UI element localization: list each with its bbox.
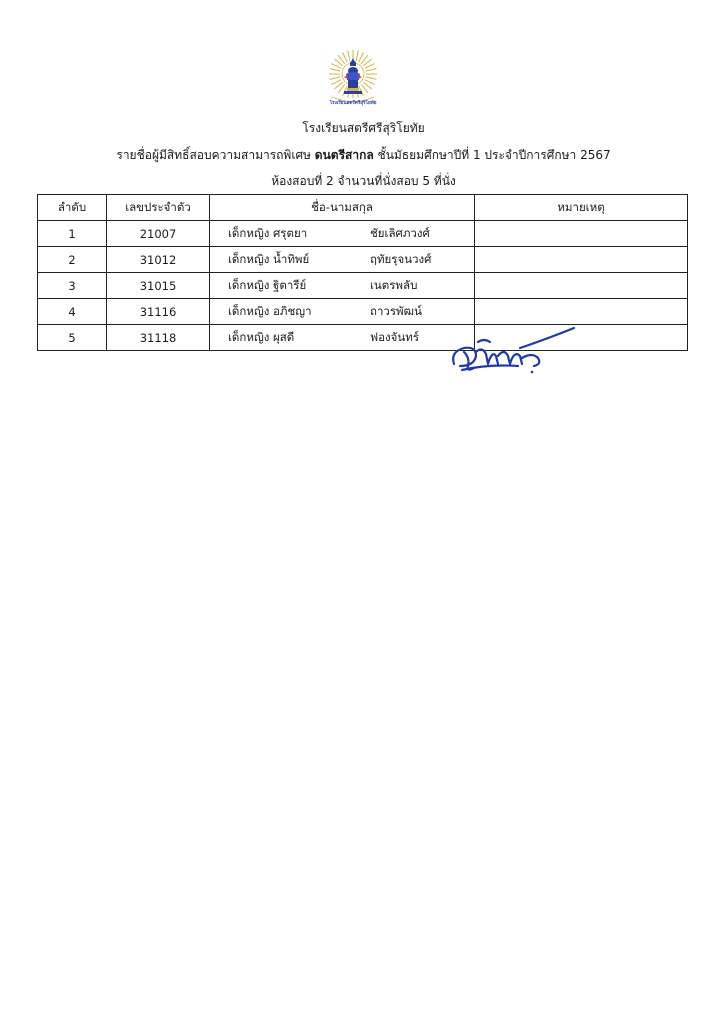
column-header-id: เลขประจำตัว xyxy=(107,195,210,221)
table-row xyxy=(38,221,688,247)
student-last-name: ชัยเลิศภวงศ์ xyxy=(370,225,430,240)
student-name xyxy=(210,221,475,247)
student-name xyxy=(210,273,475,299)
note-cell xyxy=(475,221,688,247)
school-name: โรงเรียนสตรีศรีสุริโยทัย xyxy=(302,121,425,135)
student-name xyxy=(210,325,475,351)
table-row xyxy=(38,273,688,299)
column-header-no: ลำดับ xyxy=(38,195,107,221)
note-cell xyxy=(475,299,688,325)
table-header-row xyxy=(38,195,688,221)
student-last-name: ฟองจันทร์ xyxy=(370,329,420,344)
document-subtitle xyxy=(0,146,727,165)
student-last-name: ถาวรพัฒน์ xyxy=(370,303,422,318)
column-header-name: ชื่อ-นามสกุล xyxy=(210,195,475,221)
column-header-note: หมายเหตุ xyxy=(475,195,688,221)
table-row xyxy=(38,299,688,325)
table-row xyxy=(38,247,688,273)
row-number: 3 xyxy=(38,273,107,299)
subtitle-subject: ดนตรีสากล xyxy=(314,148,374,162)
student-name xyxy=(210,299,475,325)
svg-text:โรงเรียนสตรีศรีสุริโยทัย: โรงเรียนสตรีศรีสุริโยทัย xyxy=(329,101,377,106)
roster-table xyxy=(37,194,688,351)
student-id: 31116 xyxy=(107,299,210,325)
exam-room-line: ห้องสอบที่ 2 จำนวนที่นั่งสอบ 5 ที่นั่ง xyxy=(271,174,456,188)
student-first-name: เด็กหญิง อภิชญา xyxy=(228,303,312,318)
student-first-name: เด็กหญิง ฐิตารีย์ xyxy=(228,277,307,292)
subtitle-suffix: ชั้นมัธยมศึกษาปีที่ 1 ประจำปีการศึกษา 2567 xyxy=(377,148,611,162)
note-cell xyxy=(475,247,688,273)
student-first-name: เด็กหญิง น้ำทิพย์ xyxy=(228,251,310,266)
student-id: 31118 xyxy=(107,325,210,351)
student-last-name: เนตรพลับ xyxy=(370,277,418,292)
row-number: 1 xyxy=(38,221,107,247)
row-number: 4 xyxy=(38,299,107,325)
table-row xyxy=(38,325,688,351)
student-first-name: เด็กหญิง ศรุตยา xyxy=(228,225,308,240)
student-id: 31012 xyxy=(107,247,210,273)
row-number: 5 xyxy=(38,325,107,351)
school-logo xyxy=(322,44,384,110)
student-name xyxy=(210,247,475,273)
student-id: 21007 xyxy=(107,221,210,247)
student-first-name: เด็กหญิง ผุสดี xyxy=(228,329,295,344)
row-number: 2 xyxy=(38,247,107,273)
subtitle-prefix: รายชื่อผู้มีสิทธิ์สอบความสามารถพิเศษ xyxy=(116,148,311,162)
student-last-name: ฤทัยรุจนวงศ์ xyxy=(370,251,432,266)
note-cell xyxy=(475,273,688,299)
student-id: 31015 xyxy=(107,273,210,299)
handwritten-signature xyxy=(448,322,576,378)
